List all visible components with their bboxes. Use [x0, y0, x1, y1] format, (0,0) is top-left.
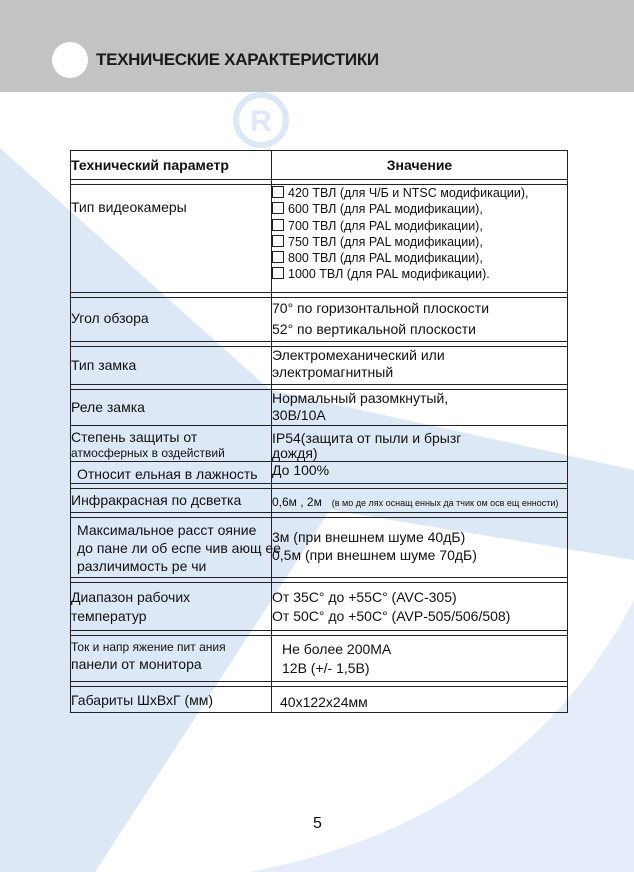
row-value: электромагнитный — [272, 364, 394, 380]
row-value: дождя) — [272, 445, 318, 461]
column-header-value: Значение — [272, 151, 568, 180]
checkbox-icon — [272, 251, 284, 263]
table-row-lock-type — [71, 347, 568, 385]
row-label: Угол обзора — [71, 310, 149, 326]
row-note: (в мо де лях оснащ енных да тчик ом осв ещ енности) — [331, 498, 559, 508]
table-row-distance — [71, 518, 568, 578]
camera-option: 700 ТВЛ (для PAL модификации), — [272, 218, 567, 234]
page-title: ТЕХНИЧЕСКИЕ ХАРАКТЕРИСТИКИ — [96, 50, 379, 69]
row-value: 0,6м , 2м — [272, 495, 322, 509]
row-label: различимость ре чи — [77, 558, 207, 574]
row-value: 52° по вертикальной плоскости — [272, 321, 476, 337]
row-value: До 100% — [272, 462, 330, 478]
row-value: От 35С° до +55С° (AVC-305) — [272, 589, 457, 605]
row-value: От 50С° до +50С° (AVP-505/506/508) — [272, 608, 511, 624]
row-value: IP54(защита от пыли и брызг — [272, 430, 462, 446]
table-row-camera — [71, 185, 568, 293]
row-label: Тип видеокамеры — [71, 199, 187, 215]
camera-option: 750 ТВЛ (для PAL модификации), — [272, 234, 567, 250]
row-value: Нормальный разомкнутый, — [272, 390, 449, 406]
row-label: Относит ельная в лажность — [77, 466, 258, 482]
table-row-dimensions — [71, 687, 568, 713]
row-value: 0,5м (при внешнем шуме 70дБ) — [272, 547, 477, 563]
row-label: Максимальное расст ояние — [77, 522, 257, 538]
row-label: Степень защиты от — [71, 429, 198, 445]
row-label: Тип замка — [71, 357, 137, 373]
checkbox-icon — [272, 186, 284, 198]
camera-option: 420 ТВЛ (для Ч/Б и NTSC модификации), — [272, 185, 567, 201]
row-label: Реле замка — [71, 399, 145, 415]
page-number: 5 — [313, 815, 322, 832]
row-value: Электромеханический или — [272, 347, 445, 363]
row-label: до пане ли об еспе чив ающ ее — [77, 540, 281, 556]
row-label: Диапазон рабочих — [71, 589, 191, 605]
row-label: атмосферных в оздействий — [71, 446, 225, 460]
table-row-angle — [71, 298, 568, 342]
column-header-parameter: Технический параметр — [71, 151, 272, 180]
table-row-lock-relay — [71, 390, 568, 426]
camera-option: 600 ТВЛ (для PAL модификации), — [272, 201, 567, 217]
header-band — [0, 0, 634, 92]
table-row-current — [71, 636, 568, 682]
row-label: Ток и напр яжение пит ания — [71, 640, 226, 654]
checkbox-icon — [272, 202, 284, 214]
row-value: 12В (+/- 1,5В) — [282, 660, 370, 676]
row-value: 30В/10А — [272, 407, 326, 423]
row-value: 40х122х24мм — [280, 694, 368, 710]
table-row-ir — [71, 489, 568, 513]
checkbox-icon — [272, 219, 284, 231]
registered-mark-icon — [230, 89, 292, 151]
table-row-humidity — [71, 462, 568, 484]
table-row-protection — [71, 426, 568, 462]
svg-text:R: R — [250, 105, 272, 138]
row-label: Инфракрасная по дсветка — [71, 492, 242, 508]
header-bullet-icon — [52, 42, 88, 78]
checkbox-icon — [272, 267, 284, 279]
spec-table — [70, 150, 568, 713]
camera-option: 800 ТВЛ (для PAL модификации), — [272, 250, 567, 266]
checkbox-icon — [272, 235, 284, 247]
table-row-temperature — [71, 583, 568, 631]
row-label: Габариты ШхВхГ (мм) — [71, 692, 214, 708]
row-value: Не более 200МА — [282, 641, 392, 657]
table-header-row — [71, 151, 568, 180]
row-value: 3м (при внешнем шуме 40дБ) — [272, 529, 466, 545]
camera-option: 1000 ТВЛ (для PAL модификации). — [272, 266, 567, 282]
row-value: 70° по горизонтальной плоскости — [272, 300, 490, 316]
row-label: панели от монитора — [71, 656, 202, 672]
row-label: температур — [71, 608, 147, 624]
